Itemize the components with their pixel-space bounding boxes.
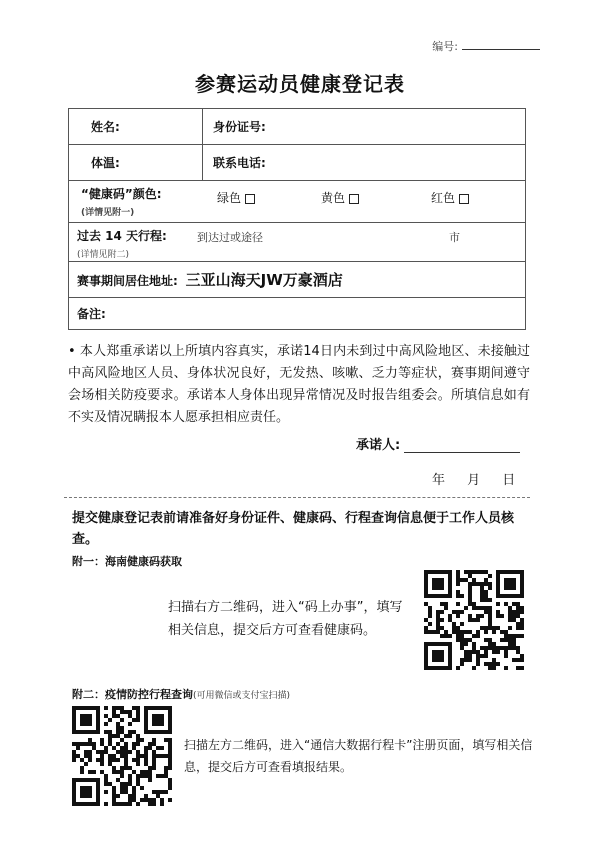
trip-card-qr-image[interactable] (72, 706, 172, 806)
health-code-note: (详情见附一) (81, 208, 135, 218)
date-line: 年 月 日 (432, 473, 516, 488)
remarks-label: 备注: (77, 307, 106, 321)
red-option[interactable] (431, 189, 469, 206)
name-cell[interactable] (69, 109, 203, 145)
red-checkbox[interactable] (459, 194, 469, 204)
temperature-cell[interactable] (69, 145, 203, 181)
attachment-2-scan-note: (可用微信或支付宝扫描) (193, 691, 291, 701)
section-divider (64, 497, 530, 498)
trip-note: (详情见附二) (77, 250, 130, 260)
trip-label: 过去 14 天行程: (77, 229, 167, 243)
attachment-2-title (72, 686, 290, 702)
yellow-label: 黄色 (321, 191, 346, 205)
health-code-qr-image[interactable] (424, 570, 524, 670)
yellow-option[interactable] (321, 189, 359, 206)
promiser-label: 承诺人: (356, 438, 401, 453)
attachment-2-title-text: 附二：疫情防控行程查询 (72, 688, 193, 701)
attachment-1-text: 扫描右方二维码，进入“码上办事”，填写相关信息，提交后方可查看健康码。 (168, 600, 403, 638)
health-code-row (69, 181, 526, 223)
city-label: 市 (449, 231, 460, 244)
id-number-label: 身份证号: (213, 120, 266, 134)
trip-hint: 到达过或途径 (197, 231, 263, 244)
serial-number-label: 编号: (432, 40, 458, 53)
serial-number-blank[interactable] (462, 39, 540, 50)
serial-number-field (432, 38, 540, 54)
promiser-signature-blank[interactable] (404, 438, 520, 453)
attachment-2-text: 扫描左方二维码，进入“通信大数据行程卡”注册页面，填写相关信息，提交后方可查看填报结果。 (184, 738, 533, 774)
yellow-checkbox[interactable] (349, 194, 359, 204)
phone-cell[interactable] (203, 145, 526, 181)
health-code-label: “健康码”颜色: (81, 187, 162, 201)
name-label: 姓名: (91, 120, 120, 134)
residence-label: 赛事期间居住地址: (77, 274, 178, 288)
notice-text: 提交健康登记表前请准备好身份证件、健康码、行程查询信息便于工作人员核查。 (72, 511, 515, 547)
phone-label: 联系电话: (213, 156, 266, 170)
green-option[interactable] (217, 189, 255, 206)
green-label: 绿色 (217, 191, 242, 205)
registration-form-table (68, 108, 526, 330)
temperature-label: 体温: (91, 156, 120, 170)
residence-row (69, 262, 526, 298)
green-checkbox[interactable] (245, 194, 255, 204)
remarks-row[interactable] (69, 298, 526, 330)
red-label: 红色 (431, 191, 456, 205)
attachment-1-title: 附一：海南健康码获取 (72, 555, 182, 568)
id-number-cell[interactable] (203, 109, 526, 145)
residence-value: 三亚山海天JW万豪酒店 (185, 271, 343, 289)
pledge-text: • 本人郑重承诺以上所填内容真实，承诺14日内未到过中高风险地区、未接触过中高风险地区人员、身体状况良好，无发热、咳嗽、乏力等症状，赛事期间遵守会场相关防疫要求。承诺本人身体出现异常情况及时报告组委会。所填信息如有不实及情况瞒报本人愿承担相应责任。 (68, 344, 530, 425)
promiser-field (356, 434, 520, 453)
page-title: 参赛运动员健康登记表 (195, 72, 405, 96)
trip-row (69, 223, 526, 262)
